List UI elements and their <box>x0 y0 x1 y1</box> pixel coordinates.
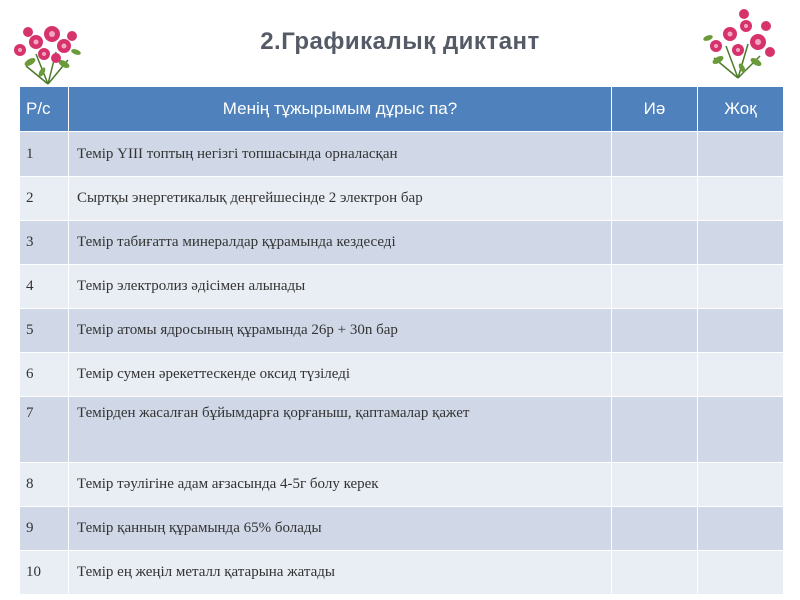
row-yes-cell[interactable] <box>612 309 698 353</box>
header-number: Р/с <box>20 87 69 132</box>
row-statement: Темір табиғатта минералдар құрамында кездеседі <box>69 221 612 265</box>
table-row <box>20 353 784 397</box>
row-number: 5 <box>20 309 69 353</box>
row-statement: Темір электролиз әдісімен алынады <box>69 265 612 309</box>
row-number: 7 <box>20 397 69 463</box>
table-row <box>20 221 784 265</box>
table-row <box>20 309 784 353</box>
row-statement: Темірден жасалған бұйымдарға қорғаныш, қаптамалар қажет <box>69 397 612 463</box>
row-statement: Темір атомы ядросының құрамында 26р + 30n бар <box>69 309 612 353</box>
row-no-cell[interactable] <box>698 463 784 507</box>
row-no-cell[interactable] <box>698 397 784 463</box>
table-row <box>20 463 784 507</box>
header-no: Жоқ <box>698 87 784 132</box>
row-yes-cell[interactable] <box>612 353 698 397</box>
row-yes-cell[interactable] <box>612 265 698 309</box>
row-number: 8 <box>20 463 69 507</box>
row-no-cell[interactable] <box>698 132 784 177</box>
row-statement: Темір ең жеңіл металл қатарына жатады <box>69 551 612 595</box>
row-yes-cell[interactable] <box>612 551 698 595</box>
row-yes-cell[interactable] <box>612 463 698 507</box>
row-number: 10 <box>20 551 69 595</box>
row-statement: Темір қанның құрамында 65% болады <box>69 507 612 551</box>
row-yes-cell[interactable] <box>612 507 698 551</box>
row-yes-cell[interactable] <box>612 132 698 177</box>
table-row <box>20 397 784 463</box>
row-number: 2 <box>20 177 69 221</box>
table-row <box>20 132 784 177</box>
header-yes: Иә <box>612 87 698 132</box>
table-header-row <box>20 87 784 132</box>
row-yes-cell[interactable] <box>612 221 698 265</box>
table-row <box>20 507 784 551</box>
dictation-table <box>19 86 784 595</box>
row-statement: Темір ҮIII топтың негізгі топшасында орналасқан <box>69 132 612 177</box>
page-title: 2.Графикалық диктант <box>260 28 540 55</box>
row-number: 9 <box>20 507 69 551</box>
row-yes-cell[interactable] <box>612 177 698 221</box>
row-no-cell[interactable] <box>698 177 784 221</box>
row-no-cell[interactable] <box>698 507 784 551</box>
row-number: 3 <box>20 221 69 265</box>
row-no-cell[interactable] <box>698 551 784 595</box>
table-row <box>20 177 784 221</box>
row-number: 6 <box>20 353 69 397</box>
header-statement: Менің тұжырымым дұрыс па? <box>69 87 612 132</box>
table-row <box>20 265 784 309</box>
row-number: 4 <box>20 265 69 309</box>
row-no-cell[interactable] <box>698 309 784 353</box>
row-no-cell[interactable] <box>698 265 784 309</box>
row-yes-cell[interactable] <box>612 397 698 463</box>
row-no-cell[interactable] <box>698 221 784 265</box>
table-row <box>20 551 784 595</box>
row-no-cell[interactable] <box>698 353 784 397</box>
row-number: 1 <box>20 132 69 177</box>
row-statement: Темір сумен әрекеттескенде оксид түзіледі <box>69 353 612 397</box>
row-statement: Темір тәулігіне адам ағзасында 4-5г болу керек <box>69 463 612 507</box>
row-statement: Сыртқы энергетикалық деңгейшесінде 2 электрон бар <box>69 177 612 221</box>
